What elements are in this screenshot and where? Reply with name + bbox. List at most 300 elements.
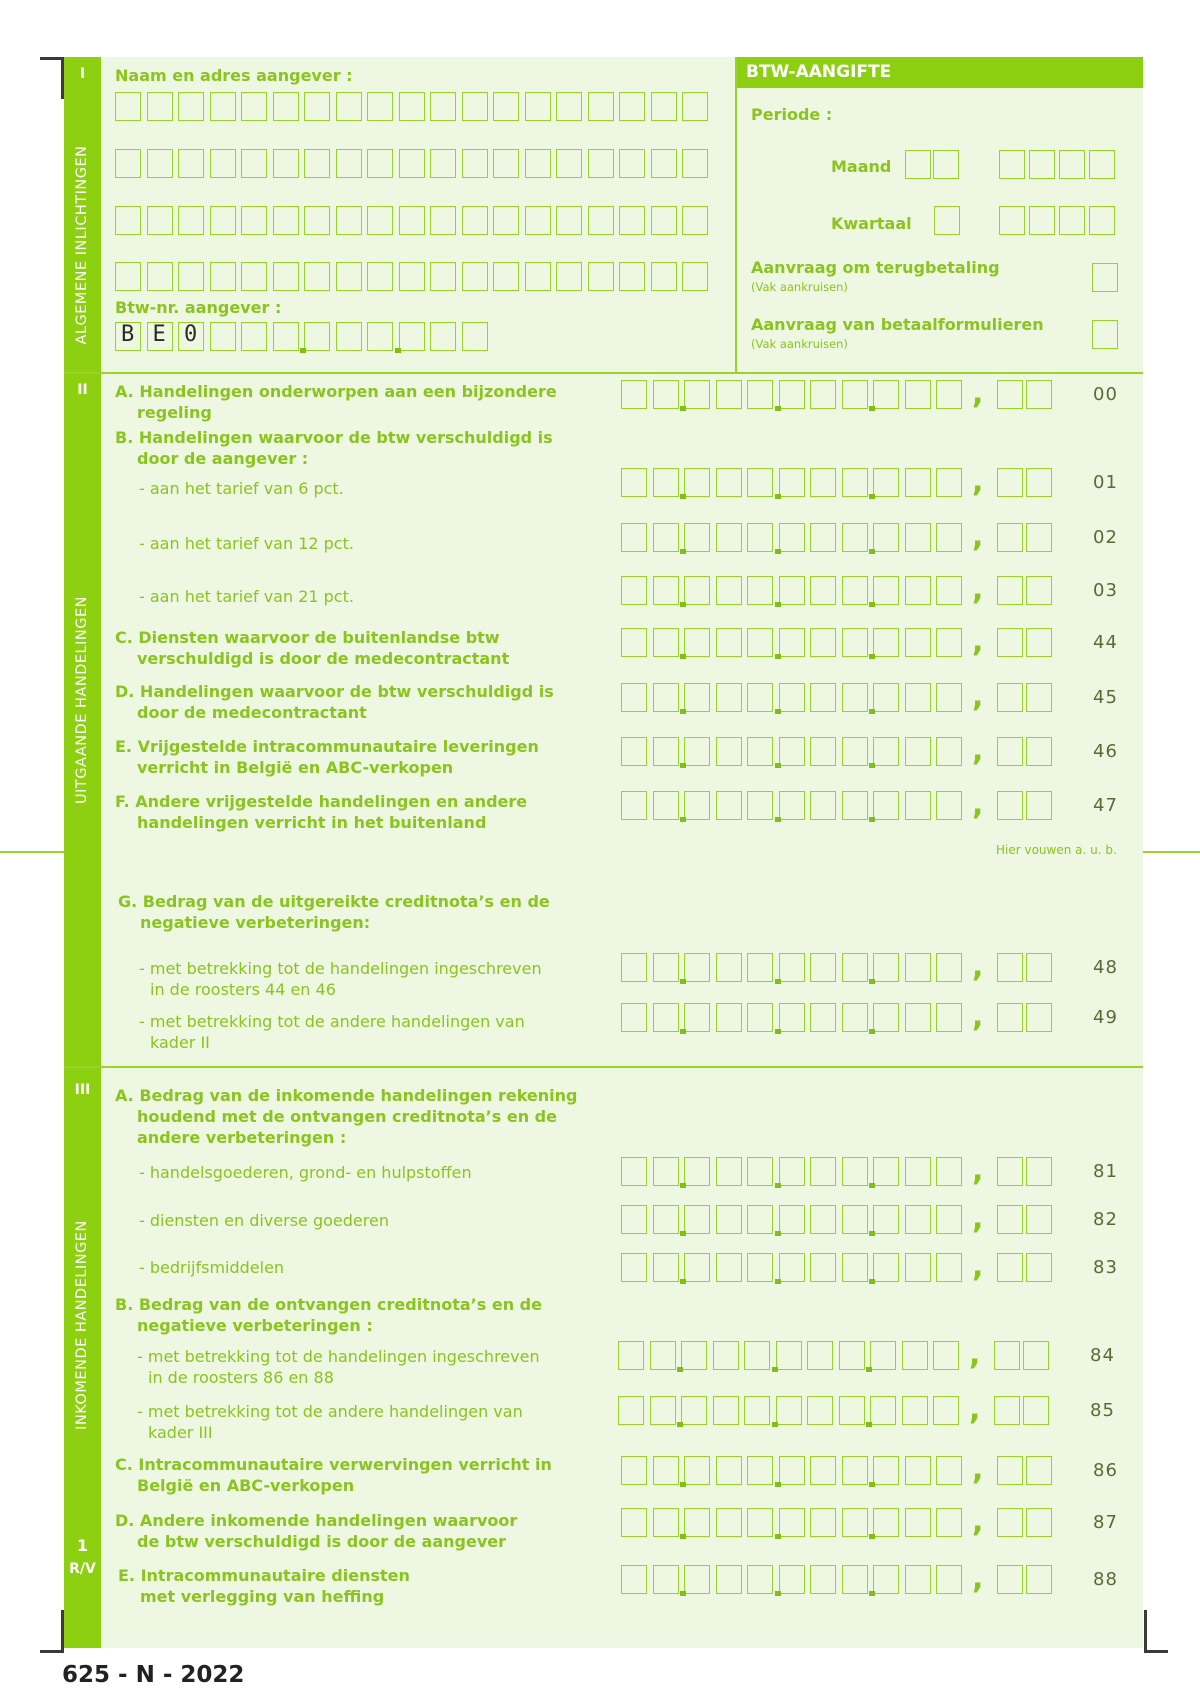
maand-input-cell[interactable] bbox=[905, 150, 931, 179]
amount-81-cell[interactable] bbox=[810, 1157, 836, 1186]
name-address-line-2-cell[interactable] bbox=[273, 149, 299, 178]
amount-85-cents-cell[interactable] bbox=[1023, 1396, 1049, 1425]
amount-49-cell[interactable] bbox=[842, 1003, 868, 1032]
amount-45-cell[interactable] bbox=[936, 683, 962, 712]
amount-86-cents-cell[interactable] bbox=[1026, 1456, 1052, 1485]
amount-88-cell[interactable] bbox=[716, 1565, 742, 1594]
name-address-line-2-cell[interactable] bbox=[430, 149, 456, 178]
name-address-line-1-cell[interactable] bbox=[241, 92, 267, 121]
name-address-line-4-cell[interactable] bbox=[588, 262, 614, 291]
amount-85-cell[interactable] bbox=[744, 1396, 770, 1425]
name-address-line-2-cell[interactable] bbox=[241, 149, 267, 178]
amount-84-cell[interactable] bbox=[650, 1341, 676, 1370]
name-address-line-3-cell[interactable] bbox=[462, 206, 488, 235]
vat-number-cell[interactable] bbox=[367, 322, 393, 351]
amount-01-cell[interactable] bbox=[716, 468, 742, 497]
name-address-line-1-cell[interactable] bbox=[147, 92, 173, 121]
amount-46-cell[interactable] bbox=[873, 737, 899, 766]
amount-84-cell[interactable] bbox=[776, 1341, 802, 1370]
amount-45-cell[interactable] bbox=[621, 683, 647, 712]
refund-request-checkbox-cell[interactable] bbox=[1092, 263, 1118, 292]
amount-87-cell[interactable] bbox=[873, 1508, 899, 1537]
amount-44-cents-cell[interactable] bbox=[1026, 628, 1052, 657]
amount-02-cell[interactable] bbox=[653, 523, 679, 552]
amount-49-cell[interactable] bbox=[653, 1003, 679, 1032]
amount-82-cell[interactable] bbox=[747, 1205, 773, 1234]
amount-83-cell[interactable] bbox=[936, 1253, 962, 1282]
amount-48-cell[interactable] bbox=[684, 953, 710, 982]
amount-86-cell[interactable] bbox=[779, 1456, 805, 1485]
amount-81-cell[interactable] bbox=[621, 1157, 647, 1186]
amount-81-cell[interactable] bbox=[842, 1157, 868, 1186]
name-address-line-1-cell[interactable] bbox=[210, 92, 236, 121]
amount-82-cell[interactable] bbox=[842, 1205, 868, 1234]
amount-47-cell[interactable] bbox=[747, 791, 773, 820]
amount-46-cell[interactable] bbox=[779, 737, 805, 766]
amount-86-cell[interactable] bbox=[621, 1456, 647, 1485]
amount-45-cell[interactable] bbox=[684, 683, 710, 712]
name-address-line-3-cell[interactable] bbox=[210, 206, 236, 235]
amount-82-cell[interactable] bbox=[621, 1205, 647, 1234]
name-address-line-3-cell[interactable] bbox=[430, 206, 456, 235]
amount-46-cell[interactable] bbox=[905, 737, 931, 766]
amount-45-cell[interactable] bbox=[810, 683, 836, 712]
amount-47-cell[interactable] bbox=[684, 791, 710, 820]
name-address-line-4-cell[interactable] bbox=[367, 262, 393, 291]
amount-02-cell[interactable] bbox=[684, 523, 710, 552]
amount-47-cell[interactable] bbox=[810, 791, 836, 820]
amount-44-cell[interactable] bbox=[747, 628, 773, 657]
amount-83-cell[interactable] bbox=[873, 1253, 899, 1282]
amount-02-cell[interactable] bbox=[747, 523, 773, 552]
amount-48-cents-cell[interactable] bbox=[1026, 953, 1052, 982]
kwartaal-year-input-cell[interactable] bbox=[1059, 206, 1085, 235]
amount-83-cents-cell[interactable] bbox=[1026, 1253, 1052, 1282]
name-address-line-4-cell[interactable] bbox=[210, 262, 236, 291]
amount-47-cents-cell[interactable] bbox=[1026, 791, 1052, 820]
amount-81-cell[interactable] bbox=[716, 1157, 742, 1186]
amount-45-cents-cell[interactable] bbox=[997, 683, 1023, 712]
vat-number-cell[interactable] bbox=[336, 322, 362, 351]
amount-82-cell[interactable] bbox=[653, 1205, 679, 1234]
amount-84-cell[interactable] bbox=[933, 1341, 959, 1370]
amount-48-cell[interactable] bbox=[842, 953, 868, 982]
amount-48-cell[interactable] bbox=[810, 953, 836, 982]
amount-44-cell[interactable] bbox=[873, 628, 899, 657]
amount-48-cell[interactable] bbox=[873, 953, 899, 982]
amount-44-cell[interactable] bbox=[621, 628, 647, 657]
amount-87-cents-cell[interactable] bbox=[997, 1508, 1023, 1537]
amount-88-cents-cell[interactable] bbox=[997, 1565, 1023, 1594]
name-address-line-2-cell[interactable] bbox=[304, 149, 330, 178]
amount-83-cell[interactable] bbox=[716, 1253, 742, 1282]
amount-48-cell[interactable] bbox=[747, 953, 773, 982]
name-address-line-2-cell[interactable] bbox=[493, 149, 519, 178]
amount-49-cell[interactable] bbox=[873, 1003, 899, 1032]
amount-47-cell[interactable] bbox=[905, 791, 931, 820]
vat-number-cell[interactable] bbox=[430, 322, 456, 351]
amount-03-cell[interactable] bbox=[747, 576, 773, 605]
amount-86-cell[interactable] bbox=[873, 1456, 899, 1485]
amount-46-cents-cell[interactable] bbox=[1026, 737, 1052, 766]
amount-44-cell[interactable] bbox=[684, 628, 710, 657]
amount-02-cell[interactable] bbox=[936, 523, 962, 552]
amount-88-cell[interactable] bbox=[747, 1565, 773, 1594]
amount-47-cell[interactable] bbox=[779, 791, 805, 820]
name-address-line-1-cell[interactable] bbox=[525, 92, 551, 121]
amount-03-cell[interactable] bbox=[842, 576, 868, 605]
name-address-line-4-cell[interactable] bbox=[336, 262, 362, 291]
name-address-line-3-cell[interactable] bbox=[651, 206, 677, 235]
name-address-line-4-cell[interactable] bbox=[619, 262, 645, 291]
name-address-line-4-cell[interactable] bbox=[493, 262, 519, 291]
name-address-line-1-cell[interactable] bbox=[462, 92, 488, 121]
name-address-line-1-cell[interactable] bbox=[336, 92, 362, 121]
amount-02-cell[interactable] bbox=[905, 523, 931, 552]
amount-01-cell[interactable] bbox=[905, 468, 931, 497]
amount-47-cell[interactable] bbox=[842, 791, 868, 820]
amount-86-cell[interactable] bbox=[810, 1456, 836, 1485]
amount-02-cell[interactable] bbox=[810, 523, 836, 552]
amount-00-cell[interactable] bbox=[747, 380, 773, 409]
amount-00-cell[interactable] bbox=[621, 380, 647, 409]
amount-03-cell[interactable] bbox=[779, 576, 805, 605]
amount-86-cell[interactable] bbox=[684, 1456, 710, 1485]
amount-47-cell[interactable] bbox=[936, 791, 962, 820]
vat-number-cell[interactable] bbox=[273, 322, 299, 351]
amount-88-cents-cell[interactable] bbox=[1026, 1565, 1052, 1594]
name-address-line-1-cell[interactable] bbox=[682, 92, 708, 121]
amount-03-cents-cell[interactable] bbox=[997, 576, 1023, 605]
amount-44-cell[interactable] bbox=[716, 628, 742, 657]
amount-82-cell[interactable] bbox=[905, 1205, 931, 1234]
amount-47-cents-cell[interactable] bbox=[997, 791, 1023, 820]
amount-84-cents-cell[interactable] bbox=[1023, 1341, 1049, 1370]
amount-01-cell[interactable] bbox=[936, 468, 962, 497]
name-address-line-2-cell[interactable] bbox=[115, 149, 141, 178]
amount-81-cell[interactable] bbox=[936, 1157, 962, 1186]
amount-03-cell[interactable] bbox=[653, 576, 679, 605]
name-address-line-1-cell[interactable] bbox=[304, 92, 330, 121]
amount-87-cell[interactable] bbox=[747, 1508, 773, 1537]
amount-02-cell[interactable] bbox=[779, 523, 805, 552]
amount-88-cell[interactable] bbox=[653, 1565, 679, 1594]
amount-49-cell[interactable] bbox=[684, 1003, 710, 1032]
amount-01-cell[interactable] bbox=[842, 468, 868, 497]
name-address-line-2-cell[interactable] bbox=[556, 149, 582, 178]
name-address-line-4-cell[interactable] bbox=[556, 262, 582, 291]
vat-number-cell[interactable] bbox=[210, 322, 236, 351]
amount-01-cell[interactable] bbox=[747, 468, 773, 497]
amount-00-cell[interactable] bbox=[936, 380, 962, 409]
amount-48-cents-cell[interactable] bbox=[997, 953, 1023, 982]
amount-84-cell[interactable] bbox=[681, 1341, 707, 1370]
amount-49-cell[interactable] bbox=[747, 1003, 773, 1032]
name-address-line-3-cell[interactable] bbox=[493, 206, 519, 235]
amount-02-cell[interactable] bbox=[716, 523, 742, 552]
amount-44-cell[interactable] bbox=[653, 628, 679, 657]
amount-46-cell[interactable] bbox=[716, 737, 742, 766]
amount-48-cell[interactable] bbox=[936, 953, 962, 982]
amount-85-cell[interactable] bbox=[902, 1396, 928, 1425]
amount-83-cell[interactable] bbox=[842, 1253, 868, 1282]
amount-49-cell[interactable] bbox=[936, 1003, 962, 1032]
amount-00-cents-cell[interactable] bbox=[1026, 380, 1052, 409]
amount-82-cell[interactable] bbox=[684, 1205, 710, 1234]
amount-49-cents-cell[interactable] bbox=[997, 1003, 1023, 1032]
amount-02-cell[interactable] bbox=[842, 523, 868, 552]
name-address-line-2-cell[interactable] bbox=[682, 149, 708, 178]
amount-45-cell[interactable] bbox=[842, 683, 868, 712]
amount-47-cell[interactable] bbox=[653, 791, 679, 820]
name-address-line-2-cell[interactable] bbox=[147, 149, 173, 178]
amount-84-cents-cell[interactable] bbox=[994, 1341, 1020, 1370]
name-address-line-1-cell[interactable] bbox=[367, 92, 393, 121]
name-address-line-2-cell[interactable] bbox=[399, 149, 425, 178]
amount-46-cell[interactable] bbox=[842, 737, 868, 766]
name-address-line-3-cell[interactable] bbox=[115, 206, 141, 235]
amount-85-cell[interactable] bbox=[933, 1396, 959, 1425]
amount-81-cell[interactable] bbox=[779, 1157, 805, 1186]
amount-46-cell[interactable] bbox=[810, 737, 836, 766]
name-address-line-3-cell[interactable] bbox=[241, 206, 267, 235]
amount-85-cell[interactable] bbox=[839, 1396, 865, 1425]
amount-85-cell[interactable] bbox=[870, 1396, 896, 1425]
amount-83-cell[interactable] bbox=[621, 1253, 647, 1282]
amount-88-cell[interactable] bbox=[779, 1565, 805, 1594]
amount-81-cents-cell[interactable] bbox=[997, 1157, 1023, 1186]
amount-87-cell[interactable] bbox=[621, 1508, 647, 1537]
amount-01-cell[interactable] bbox=[810, 468, 836, 497]
amount-01-cents-cell[interactable] bbox=[1026, 468, 1052, 497]
amount-44-cell[interactable] bbox=[905, 628, 931, 657]
name-address-line-4-cell[interactable] bbox=[430, 262, 456, 291]
name-address-line-1-cell[interactable] bbox=[430, 92, 456, 121]
name-address-line-3-cell[interactable] bbox=[525, 206, 551, 235]
amount-82-cents-cell[interactable] bbox=[997, 1205, 1023, 1234]
amount-87-cell[interactable] bbox=[653, 1508, 679, 1537]
maand-year-input-cell[interactable] bbox=[999, 150, 1025, 179]
amount-83-cell[interactable] bbox=[684, 1253, 710, 1282]
maand-input-cell[interactable] bbox=[933, 150, 959, 179]
amount-01-cell[interactable] bbox=[684, 468, 710, 497]
amount-88-cell[interactable] bbox=[810, 1565, 836, 1594]
name-address-line-3-cell[interactable] bbox=[399, 206, 425, 235]
maand-year-input-cell[interactable] bbox=[1029, 150, 1055, 179]
amount-44-cell[interactable] bbox=[779, 628, 805, 657]
name-address-line-4-cell[interactable] bbox=[147, 262, 173, 291]
amount-82-cents-cell[interactable] bbox=[1026, 1205, 1052, 1234]
amount-44-cents-cell[interactable] bbox=[997, 628, 1023, 657]
amount-03-cell[interactable] bbox=[873, 576, 899, 605]
maand-year-input-cell[interactable] bbox=[1059, 150, 1085, 179]
name-address-line-1-cell[interactable] bbox=[619, 92, 645, 121]
kwartaal-year-input-cell[interactable] bbox=[999, 206, 1025, 235]
amount-00-cell[interactable] bbox=[653, 380, 679, 409]
amount-88-cell[interactable] bbox=[684, 1565, 710, 1594]
amount-82-cell[interactable] bbox=[716, 1205, 742, 1234]
vat-number-cell[interactable] bbox=[462, 322, 488, 351]
amount-45-cell[interactable] bbox=[716, 683, 742, 712]
amount-44-cell[interactable] bbox=[936, 628, 962, 657]
amount-49-cell[interactable] bbox=[716, 1003, 742, 1032]
amount-81-cell[interactable] bbox=[684, 1157, 710, 1186]
name-address-line-2-cell[interactable] bbox=[462, 149, 488, 178]
amount-02-cents-cell[interactable] bbox=[997, 523, 1023, 552]
amount-00-cell[interactable] bbox=[716, 380, 742, 409]
amount-00-cell[interactable] bbox=[842, 380, 868, 409]
amount-44-cell[interactable] bbox=[842, 628, 868, 657]
amount-81-cell[interactable] bbox=[653, 1157, 679, 1186]
amount-86-cell[interactable] bbox=[936, 1456, 962, 1485]
amount-88-cell[interactable] bbox=[842, 1565, 868, 1594]
amount-85-cell[interactable] bbox=[807, 1396, 833, 1425]
amount-00-cell[interactable] bbox=[905, 380, 931, 409]
amount-03-cents-cell[interactable] bbox=[1026, 576, 1052, 605]
amount-03-cell[interactable] bbox=[684, 576, 710, 605]
amount-49-cents-cell[interactable] bbox=[1026, 1003, 1052, 1032]
amount-87-cell[interactable] bbox=[779, 1508, 805, 1537]
amount-86-cell[interactable] bbox=[716, 1456, 742, 1485]
amount-45-cell[interactable] bbox=[653, 683, 679, 712]
amount-46-cell[interactable] bbox=[684, 737, 710, 766]
amount-00-cell[interactable] bbox=[684, 380, 710, 409]
amount-48-cell[interactable] bbox=[779, 953, 805, 982]
amount-46-cell[interactable] bbox=[621, 737, 647, 766]
amount-84-cell[interactable] bbox=[618, 1341, 644, 1370]
name-address-line-3-cell[interactable] bbox=[556, 206, 582, 235]
amount-46-cell[interactable] bbox=[747, 737, 773, 766]
amount-00-cell[interactable] bbox=[810, 380, 836, 409]
amount-03-cell[interactable] bbox=[905, 576, 931, 605]
amount-01-cell[interactable] bbox=[779, 468, 805, 497]
amount-47-cell[interactable] bbox=[716, 791, 742, 820]
amount-45-cell[interactable] bbox=[905, 683, 931, 712]
amount-47-cell[interactable] bbox=[873, 791, 899, 820]
amount-85-cents-cell[interactable] bbox=[994, 1396, 1020, 1425]
name-address-line-3-cell[interactable] bbox=[619, 206, 645, 235]
name-address-line-2-cell[interactable] bbox=[210, 149, 236, 178]
name-address-line-4-cell[interactable] bbox=[304, 262, 330, 291]
amount-49-cell[interactable] bbox=[810, 1003, 836, 1032]
name-address-line-4-cell[interactable] bbox=[241, 262, 267, 291]
amount-82-cell[interactable] bbox=[936, 1205, 962, 1234]
amount-48-cell[interactable] bbox=[716, 953, 742, 982]
amount-01-cell[interactable] bbox=[873, 468, 899, 497]
amount-85-cell[interactable] bbox=[776, 1396, 802, 1425]
amount-87-cents-cell[interactable] bbox=[1026, 1508, 1052, 1537]
amount-48-cell[interactable] bbox=[621, 953, 647, 982]
name-address-line-1-cell[interactable] bbox=[273, 92, 299, 121]
amount-03-cell[interactable] bbox=[621, 576, 647, 605]
vat-number-cell[interactable] bbox=[399, 322, 425, 351]
amount-88-cell[interactable] bbox=[905, 1565, 931, 1594]
amount-47-cell[interactable] bbox=[621, 791, 647, 820]
amount-46-cents-cell[interactable] bbox=[997, 737, 1023, 766]
name-address-line-2-cell[interactable] bbox=[619, 149, 645, 178]
amount-81-cell[interactable] bbox=[905, 1157, 931, 1186]
amount-48-cell[interactable] bbox=[653, 953, 679, 982]
amount-00-cell[interactable] bbox=[873, 380, 899, 409]
amount-86-cell[interactable] bbox=[747, 1456, 773, 1485]
name-address-line-3-cell[interactable] bbox=[178, 206, 204, 235]
kwartaal-input-cell[interactable] bbox=[934, 206, 960, 235]
amount-84-cell[interactable] bbox=[807, 1341, 833, 1370]
amount-86-cell[interactable] bbox=[653, 1456, 679, 1485]
amount-84-cell[interactable] bbox=[744, 1341, 770, 1370]
maand-year-input-cell[interactable] bbox=[1089, 150, 1115, 179]
amount-81-cell[interactable] bbox=[747, 1157, 773, 1186]
amount-87-cell[interactable] bbox=[684, 1508, 710, 1537]
amount-87-cell[interactable] bbox=[810, 1508, 836, 1537]
name-address-line-2-cell[interactable] bbox=[588, 149, 614, 178]
name-address-line-4-cell[interactable] bbox=[651, 262, 677, 291]
amount-82-cell[interactable] bbox=[810, 1205, 836, 1234]
amount-49-cell[interactable] bbox=[905, 1003, 931, 1032]
amount-84-cell[interactable] bbox=[870, 1341, 896, 1370]
amount-82-cell[interactable] bbox=[873, 1205, 899, 1234]
amount-87-cell[interactable] bbox=[936, 1508, 962, 1537]
amount-84-cell[interactable] bbox=[902, 1341, 928, 1370]
name-address-line-4-cell[interactable] bbox=[178, 262, 204, 291]
amount-87-cell[interactable] bbox=[842, 1508, 868, 1537]
vat-number-cell[interactable] bbox=[304, 322, 330, 351]
amount-02-cell[interactable] bbox=[621, 523, 647, 552]
amount-85-cell[interactable] bbox=[650, 1396, 676, 1425]
name-address-line-3-cell[interactable] bbox=[588, 206, 614, 235]
amount-85-cell[interactable] bbox=[713, 1396, 739, 1425]
amount-48-cell[interactable] bbox=[905, 953, 931, 982]
name-address-line-1-cell[interactable] bbox=[651, 92, 677, 121]
amount-83-cell[interactable] bbox=[747, 1253, 773, 1282]
name-address-line-1-cell[interactable] bbox=[399, 92, 425, 121]
name-address-line-4-cell[interactable] bbox=[682, 262, 708, 291]
amount-84-cell[interactable] bbox=[713, 1341, 739, 1370]
amount-86-cell[interactable] bbox=[842, 1456, 868, 1485]
amount-01-cell[interactable] bbox=[621, 468, 647, 497]
amount-46-cell[interactable] bbox=[936, 737, 962, 766]
name-address-line-1-cell[interactable] bbox=[115, 92, 141, 121]
amount-01-cents-cell[interactable] bbox=[997, 468, 1023, 497]
amount-88-cell[interactable] bbox=[873, 1565, 899, 1594]
amount-03-cell[interactable] bbox=[716, 576, 742, 605]
name-address-line-1-cell[interactable] bbox=[556, 92, 582, 121]
amount-88-cell[interactable] bbox=[936, 1565, 962, 1594]
amount-86-cents-cell[interactable] bbox=[997, 1456, 1023, 1485]
amount-87-cell[interactable] bbox=[716, 1508, 742, 1537]
amount-46-cell[interactable] bbox=[653, 737, 679, 766]
name-address-line-2-cell[interactable] bbox=[178, 149, 204, 178]
amount-49-cell[interactable] bbox=[779, 1003, 805, 1032]
name-address-line-2-cell[interactable] bbox=[651, 149, 677, 178]
amount-81-cents-cell[interactable] bbox=[1026, 1157, 1052, 1186]
amount-45-cell[interactable] bbox=[779, 683, 805, 712]
name-address-line-3-cell[interactable] bbox=[336, 206, 362, 235]
amount-85-cell[interactable] bbox=[618, 1396, 644, 1425]
name-address-line-4-cell[interactable] bbox=[399, 262, 425, 291]
amount-88-cell[interactable] bbox=[621, 1565, 647, 1594]
name-address-line-4-cell[interactable] bbox=[462, 262, 488, 291]
name-address-line-4-cell[interactable] bbox=[525, 262, 551, 291]
amount-02-cell[interactable] bbox=[873, 523, 899, 552]
amount-45-cents-cell[interactable] bbox=[1026, 683, 1052, 712]
amount-01-cell[interactable] bbox=[653, 468, 679, 497]
name-address-line-3-cell[interactable] bbox=[273, 206, 299, 235]
name-address-line-3-cell[interactable] bbox=[147, 206, 173, 235]
amount-87-cell[interactable] bbox=[905, 1508, 931, 1537]
kwartaal-year-input-cell[interactable] bbox=[1089, 206, 1115, 235]
amount-83-cell[interactable] bbox=[779, 1253, 805, 1282]
